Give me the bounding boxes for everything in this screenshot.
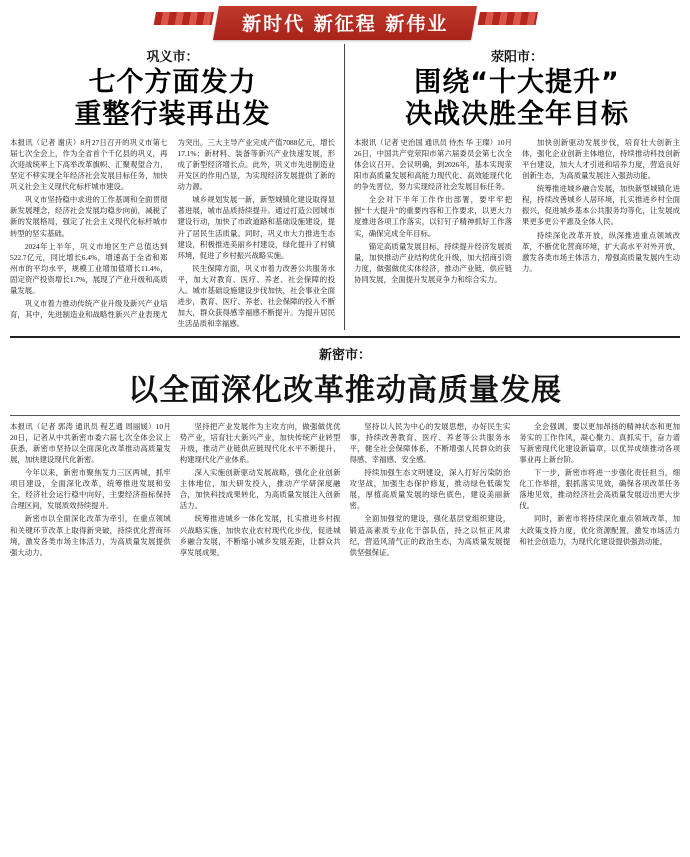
article-xinmi-kicker: 新密市： — [318, 347, 371, 363]
article-xinmi — [10, 344, 680, 558]
article-xinmi-headline: 以全面深化改革推动高质量发展 — [128, 372, 562, 408]
article-xinmi-para-8: 全面加强党的建设，强化基层党组织建设，锻造高素质专业化干部队伍，持之以恒正风肃纪，营造风清气正的政治生态，为高质量发展提供坚强保证。 — [349, 514, 511, 557]
article-xingyang-body — [354, 137, 680, 285]
article-gongyi-para-0: 本报讯（记者 谢庆）8月27日召开的巩义市第七届七次全会上，作为全省首个千亿县的巩义，再次迎战统率上下高举改革旗帜、汇聚观望合力，坚定不移实现全年经济社会发展目标任务，加快巩义社会主义现代化标杆城市建设。 — [10, 137, 168, 192]
top-articles-block — [10, 44, 680, 338]
article-xingyang-para-4: 统筹推进城乡融合发展，加快新型城镇化进程，持续改善城乡人居环境，扎实推进乡村全面振兴，促进城乡基本公共服务均等化，让发展成果更多更公平惠及全体人民。 — [522, 184, 680, 227]
article-xingyang-kicker: 荥阳市： — [490, 50, 543, 65]
divider — [10, 415, 680, 416]
article-xinmi-body — [10, 421, 680, 558]
article-xinmi-para-10: 下一步，新密市将进一步强化责任担当，细化工作举措，狠抓落实见效，确保各项改革任务落地见效，推动经济社会高质量发展迈出更大步伐。 — [519, 468, 680, 511]
article-xingyang-para-5: 持续深化改革开放，纵深推进重点领域改革，不断优化营商环境，扩大高水平对外开放，激发各类市场主体活力，增强高质量发展内生动力。 — [522, 230, 680, 273]
article-xingyang-headline-line2: 决战决胜全年目标 — [405, 98, 629, 130]
masthead-banner-text: 新时代 新征程 新伟业 — [241, 13, 449, 35]
article-gongyi-para-5: 民生保障方面，巩义市着力改善公共服务水平，加大对教育、医疗、养老、社会保障的投入。城市基础设施建设步伐加快，社会事业全面进步，教育、医疗、养老、社会保障的投入不断加大，群众获得感幸福感不断提升。为提升居民生活品质和幸福感。 — [177, 263, 335, 329]
article-xinmi-para-1: 今年以来，新密市聚焦发力三区两城，抓牢项目建设，全面深化改革，统筹推进发展和安全，经济社会运行稳中向好，主要经济指标保持合理区间，发展质效持续提升。 — [10, 468, 171, 511]
article-xingyang-para-0: 本报讯（记者 史治国 通讯员 侍杰 华 王璨）10月26日，中国共产党荥阳市第六届委员会第七次全体会议召开。会议明确，到2026年，基本实现荥阳市高质量发展和高能力现代化、高效能现代化的争先晋位，努力实现经济社会发展目标任务。 — [354, 137, 512, 192]
article-gongyi-headline — [10, 67, 335, 131]
article-xinmi-para-7: 持续加强生态文明建设，深入打好污染防治攻坚战，加强生态保护修复，推动绿色低碳发展，厚植高质量发展的绿色底色，建设美丽新密。 — [349, 468, 511, 511]
article-xinmi-para-6: 坚持以人民为中心的发展思想，办好民生实事，持续改善教育、医疗、养老等公共服务水平，健全社会保障体系，不断增强人民群众的获得感、幸福感、安全感。 — [349, 421, 511, 464]
masthead-banner — [213, 6, 477, 40]
article-gongyi-kicker: 巩义市： — [146, 50, 199, 65]
article-gongyi-para-2: 2024年上半年，巩义市地区生产总值达到522.7亿元，同比增长6.4%，增速高于全省和郑州市的平均水平，规模工业增加值增长11.4%，固定资产投资增长1.7%，展现了产业升级和高质量发展。 — [10, 241, 168, 296]
article-xinmi-para-0: 本报讯（记者 郭涛 通讯员 程艺通 周丽媛）10月20日，记者从中共新密市委六届七次全体会议上获悉，新密市坚持以全面深化改革推动高质量发展，加快建设现代化新密。 — [10, 421, 171, 464]
article-gongyi-body — [10, 137, 335, 330]
article-gongyi-para-3: 巩义市着力推动传统产业升级及新兴产业培育，其中，先进制造业和战略性新兴产业表现尤为突出。三大主导产业完成产值7088亿元，增长17.1%；新材料、装备等新兴产业快速发展，形成了新型经济增长点。此外，巩义市先进制造业开发区的作用凸显，为实现经济发展提供了新的动力源。 — [10, 137, 335, 320]
article-xinmi-para-4: 深入实施创新驱动发展战略，强化企业创新主体地位，加大研发投入，推动产学研深度融合，加快科技成果转化，为高质量发展注入创新活力。 — [179, 468, 341, 511]
article-xingyang — [345, 44, 680, 330]
article-gongyi-para-4: 城乡规划发展一新，新型城镇化建设取得显著进展，城市品质持续提升。通过打造公园城市建设行动，加快了市政道路和基础设施建设，提升了居民生活质量。同时，巩义市大力推进生态建设，积极推进美丽乡村建设，绿化提升了村镇环境，促进了乡村振兴战略实施。 — [177, 195, 335, 260]
article-gongyi — [10, 44, 345, 330]
article-gongyi-para-1: 巩义市坚持稳中求进的工作基调和全面贯彻新发展理念，经济社会发展均稳步向前，减税了新的发展格局，强定了社会主义现代化标杆城市转型的坚实基础。 — [10, 195, 168, 238]
article-xinmi-para-11: 同时，新密市将持续深化重点领域改革，加大政策支持力度，优化资源配置，激发市场活力和社会创造力，为现代化建设提供强劲动能。 — [519, 514, 680, 546]
article-gongyi-headline-line2: 重整行装再出发 — [74, 98, 271, 130]
article-xingyang-para-1: 全会对下半年工作作出部署，要牢牢把握“十大提升”的重要内容和工作要求，以更大力度推进各项工作落实，以钉钉子精神抓好工作落实，确保完成全年目标。 — [354, 195, 512, 238]
article-xinmi-para-9: 全会强调，要以更加昂扬的精神状态和更加务实的工作作风，凝心聚力、真抓实干，奋力谱写新密现代化建设新篇章，以优异成绩推动各项事业再上新台阶。 — [519, 421, 680, 464]
article-xingyang-para-2: 锚定高质量发展目标，持续提升经济发展质量，加快推动产业结构优化升级，加大招商引资力度，做强做优实体经济，推动产业链、供应链协同发展，全面提升发展竞争力和综合实力。 — [354, 241, 512, 285]
article-gongyi-headline-line1: 七个方面发力 — [88, 67, 257, 98]
article-xinmi-para-2: 新密市以全面深化改革为牵引，在重点领域和关键环节改革上取得新突破，持续优化营商环境，激发各类市场主体活力，为高质量发展提供强大动力。 — [10, 514, 171, 557]
article-xinmi-para-5: 统筹推进城乡一体化发展，扎实推进乡村振兴战略实施，加快农业农村现代化步伐，促进城乡融合发展，不断缩小城乡发展差距，让群众共享发展成果。 — [179, 514, 341, 557]
article-xingyang-headline-line1: 围绕“十大提升” — [414, 67, 620, 98]
article-xingyang-headline — [354, 67, 680, 131]
article-xinmi-para-3: 坚持把产业发展作为主攻方向，做强做优优势产业，培育壮大新兴产业，加快传统产业转型升级，推动产业链供应链现代化水平不断提升，构建现代化产业体系。 — [179, 421, 341, 464]
article-xingyang-para-3: 加快创新驱动发展步伐，培育壮大创新主体，强化企业创新主体地位，持续推动科技创新平台建设，加大人才引进和培养力度，营造良好创新生态，为高质量发展注入强劲动能。 — [522, 137, 680, 181]
masthead-banner-wrap — [10, 6, 680, 40]
